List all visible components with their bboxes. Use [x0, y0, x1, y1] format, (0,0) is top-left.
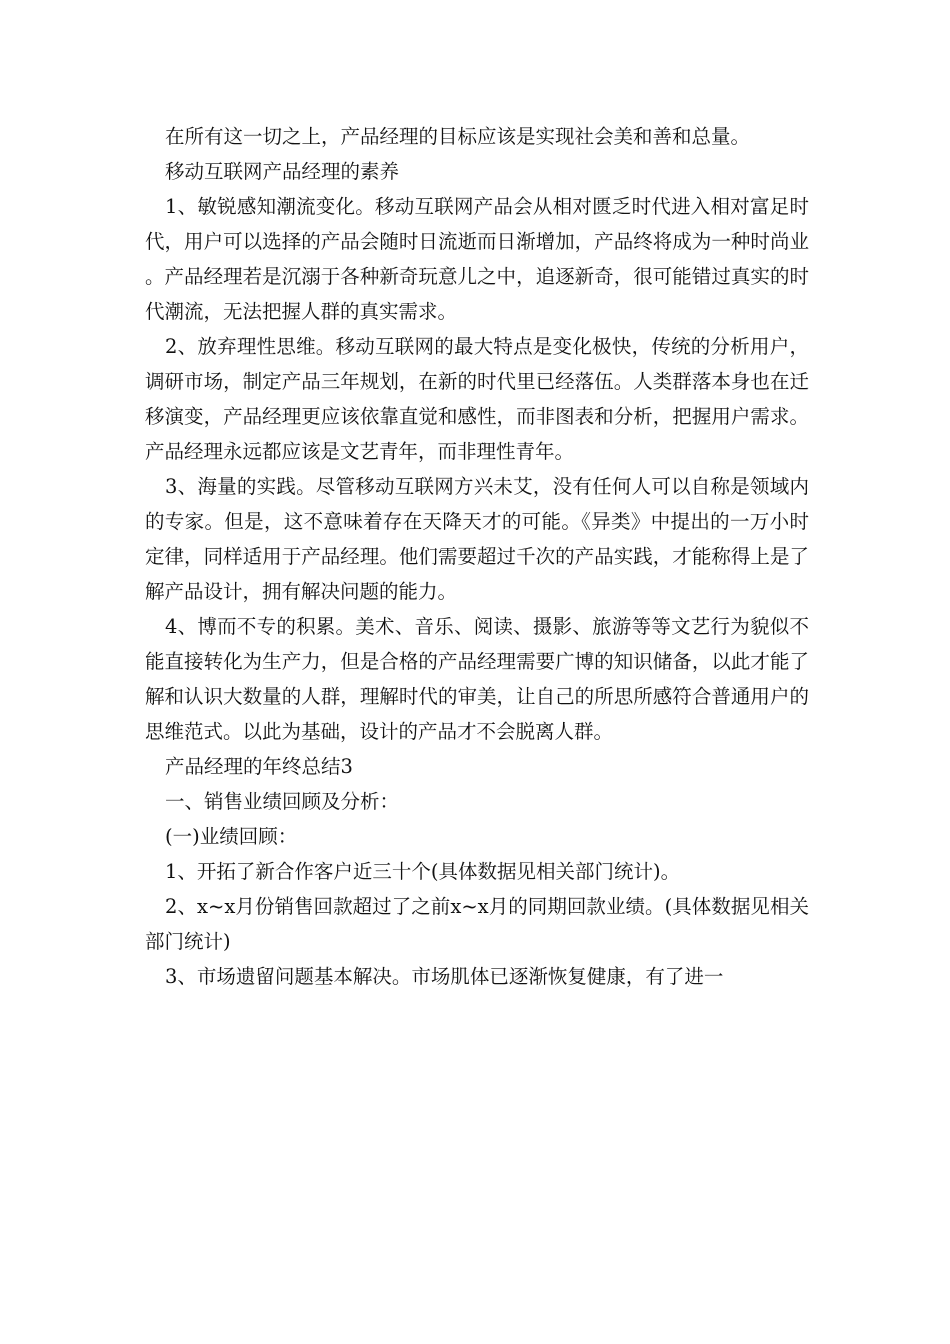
section-heading-mobile-pm-qualities: 移动互联网产品经理的素养 [165, 160, 400, 183]
paragraph-item-2-rational-thinking: 2、放弃理性思维。移动互联网的最大特点是变化极快，传统的分析用户，调研市场，制定产品三年规划，在新的时代里已经落伍。人类群落本身也在迁移演变，产品经理更应该依靠直觉和感性，而非图表和分析，把握用户需求。产品经理永远都应该是文艺青年，而非理性青年。 [145, 335, 809, 463]
paragraph-item-1-trends: 1、敏锐感知潮流变化。移动互联网产品会从相对匮乏时代进入相对富足时代，用户可以选择的产品会随时日流逝而日渐增加，产品终将成为一种时尚业。产品经理若是沉溺于各种新奇玩意儿之中，追逐新奇，很可能错过真实的时代潮流，无法把握人群的真实需求。 [145, 195, 809, 323]
subheading-sales-review: 一、销售业绩回顾及分析： [165, 790, 400, 813]
subheading-performance-review: (一)业绩回顾： [165, 825, 298, 848]
document-page [145, 119, 809, 994]
paragraph-intro-conclusion: 在所有这一切之上，产品经理的目标应该是实现社会美和善和总量。 [165, 125, 751, 148]
list-item-sales-collection: 2、x~x月份销售回款超过了之前x~x月的同期回款业绩。(具体数据见相关部门统计) [145, 895, 809, 953]
paragraph-item-4-accumulation: 4、博而不专的积累。美术、音乐、阅读、摄影、旅游等等文艺行为貌似不能直接转化为生产力，但是合格的产品经理需要广博的知识储备，以此才能了解和认识大数量的人群，理解时代的审美，让自己的所思所感符合普通用户的思维范式。以此为基础，设计的产品才不会脱离人群。 [145, 615, 809, 743]
section-heading-year-end-summary: 产品经理的年终总结3 [165, 755, 353, 778]
list-item-new-clients: 1、开拓了新合作客户近三十个(具体数据见相关部门统计)。 [165, 860, 681, 883]
list-item-market-issues: 3、市场遗留问题基本解决。市场肌体已逐渐恢复健康，有了进一 [165, 965, 724, 988]
paragraph-item-3-practice: 3、海量的实践。尽管移动互联网方兴未艾，没有任何人可以自称是领域内的专家。但是，这不意味着存在天降天才的可能。《异类》中提出的一万小时定律，同样适用于产品经理。他们需要超过千次的产品实践，才能称得上是了解产品设计，拥有解决问题的能力。 [145, 475, 809, 603]
